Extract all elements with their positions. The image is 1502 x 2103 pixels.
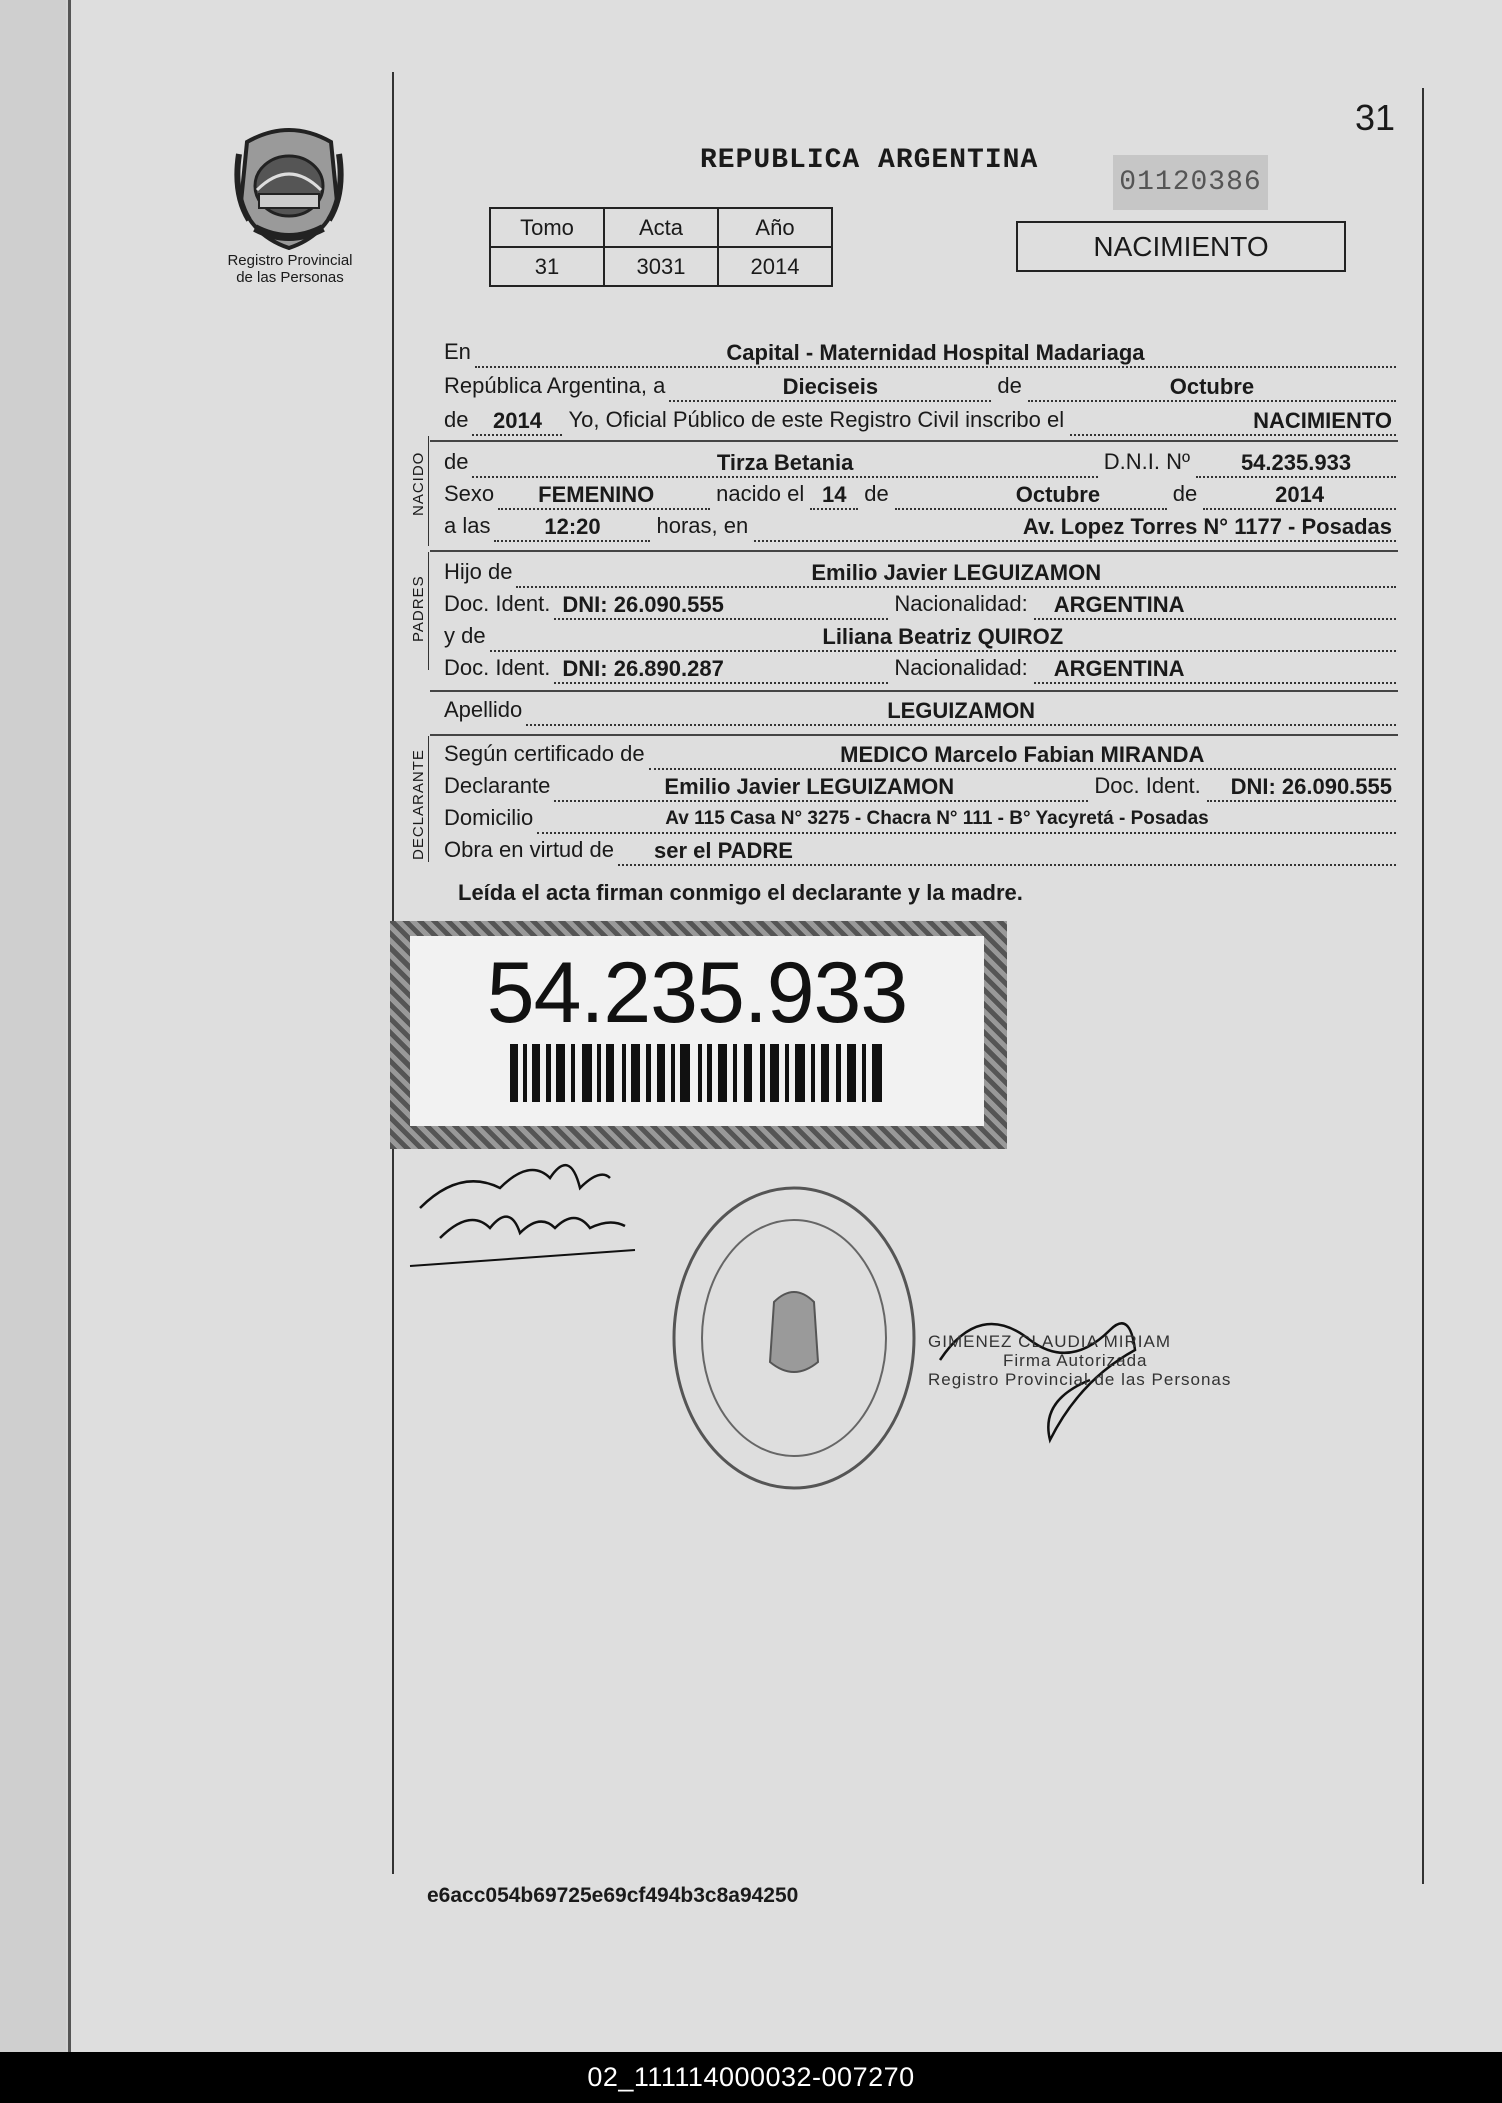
declarante-doc-value: DNI: 26.090.555 xyxy=(1230,774,1392,799)
sexo-value: FEMENINO xyxy=(538,482,655,507)
dni-label-block xyxy=(390,921,1007,1149)
apellido-field xyxy=(526,696,1396,726)
padre-doc-line xyxy=(444,588,1396,620)
padre-doc-label: Doc. Ident. xyxy=(444,591,551,616)
document-type-box: NACIMIENTO xyxy=(1016,221,1346,272)
serial-stamp: 01120386 xyxy=(1113,155,1268,210)
tipo-field xyxy=(1070,406,1396,436)
nacido-sexo-line xyxy=(444,478,1396,510)
dia-nac-value: 14 xyxy=(821,482,847,507)
dni-label-inner xyxy=(410,936,984,1126)
provincia-misiones-seal-icon xyxy=(233,124,345,250)
mes-value: Octubre xyxy=(1169,374,1255,399)
padre-line xyxy=(444,556,1396,588)
nacido-el-label: nacido el xyxy=(716,481,805,506)
right-margin-rule xyxy=(1422,88,1424,1884)
dni-field xyxy=(1196,448,1396,478)
registro-value-row xyxy=(490,247,832,286)
madre-nac-label: Nacionalidad: xyxy=(894,655,1028,680)
dni-value: 54.235.933 xyxy=(1240,450,1352,475)
de-label2: de xyxy=(864,481,889,506)
nacido-hora-line xyxy=(444,510,1396,542)
tomo-value: 31 xyxy=(490,247,604,286)
certificado-line xyxy=(444,738,1396,770)
anio-header: Año xyxy=(718,208,832,247)
a-las-label: a las xyxy=(444,513,491,538)
section-divider xyxy=(430,550,1398,552)
madre-nac-value: ARGENTINA xyxy=(1053,656,1185,681)
section-divider xyxy=(430,440,1398,442)
madre-doc-value: DNI: 26.890.287 xyxy=(562,656,724,681)
domicilio-label: Domicilio xyxy=(444,805,534,830)
registry-label-line1: Registro Provincial xyxy=(227,252,353,269)
section-divider xyxy=(430,690,1398,692)
mes-nac-value: Octubre xyxy=(1015,482,1101,507)
page-number: 31 xyxy=(1355,97,1396,138)
official-stamp-text xyxy=(928,1332,1231,1389)
lugar-nac-field xyxy=(754,512,1396,542)
madre-signature xyxy=(400,1148,640,1278)
mes-field xyxy=(1028,372,1396,402)
madre-doc-field xyxy=(554,654,888,684)
madre-field xyxy=(490,622,1396,652)
de-label3: de xyxy=(1172,481,1198,506)
anio-field xyxy=(472,406,562,436)
intro-lugar-line xyxy=(444,336,1396,368)
apellido-line xyxy=(444,694,1396,726)
obra-field xyxy=(618,836,1396,866)
dia-field xyxy=(669,372,991,402)
domicilio-line xyxy=(444,802,1396,834)
padre-nac-label: Nacionalidad: xyxy=(894,591,1028,616)
nacido-nombre-line xyxy=(444,446,1396,478)
de-label: de xyxy=(997,373,1022,398)
acta-value: 3031 xyxy=(604,247,718,286)
registry-label xyxy=(210,252,370,286)
anio-nac-value: 2014 xyxy=(1275,482,1325,507)
padre-nac-value: ARGENTINA xyxy=(1053,592,1185,617)
dni-label-number: 54.235.933 xyxy=(486,945,908,1041)
sexo-label: Sexo xyxy=(444,481,495,506)
lugar-value: Capital - Maternidad Hospital Madariaga xyxy=(726,340,1145,365)
obra-value: ser el PADRE xyxy=(653,838,793,863)
nacido-bracket xyxy=(428,436,429,546)
padres-section-label: PADRES xyxy=(410,575,427,642)
republica-label: República Argentina, a xyxy=(444,373,666,398)
anio-value: 2014 xyxy=(718,247,832,286)
lugar-nac-value: Av. Lopez Torres N° 1177 - Posadas xyxy=(1022,514,1392,539)
mes-nac-field xyxy=(895,480,1167,510)
y-de-label: y de xyxy=(444,623,486,648)
declarante-label: Declarante xyxy=(444,773,551,798)
registro-header-row xyxy=(490,208,832,247)
apellido-value: LEGUIZAMON xyxy=(887,698,1036,723)
lugar-field xyxy=(475,338,1396,368)
declarante-doc-label: Doc. Ident. xyxy=(1094,773,1201,798)
declarante-value: Emilio Javier LEGUIZAMON xyxy=(664,774,955,799)
madre-nac-field xyxy=(1034,654,1396,684)
domicilio-value: Av 115 Casa N° 3275 - Chacra N° 111 - B° Yacyretá - Posadas xyxy=(665,808,1209,829)
hijo-de-label: Hijo de xyxy=(444,559,513,584)
obra-label: Obra en virtud de xyxy=(444,837,614,862)
apellido-label: Apellido xyxy=(444,697,523,722)
oficial-text: Yo, Oficial Público de este Registro Civil inscribo el xyxy=(568,407,1065,432)
domicilio-field xyxy=(537,804,1396,834)
scan-left-edge xyxy=(0,0,66,2052)
padre-nac-field xyxy=(1034,590,1396,620)
document-id-bar: 02_111114000032-007270 xyxy=(0,2052,1502,2103)
nacido-de-label: de xyxy=(444,449,469,474)
padre-field xyxy=(516,558,1396,588)
padres-bracket xyxy=(428,552,429,670)
padre-doc-value: DNI: 26.090.555 xyxy=(562,592,724,617)
dia-nac-field xyxy=(810,480,858,510)
certificado-field xyxy=(649,740,1396,770)
nacido-section-label: NACIDO xyxy=(410,451,427,516)
intro-oficial-line xyxy=(444,404,1396,436)
de2-label: de xyxy=(444,407,469,432)
madre-doc-label: Doc. Ident. xyxy=(444,655,551,680)
padre-value: Emilio Javier LEGUIZAMON xyxy=(811,560,1102,585)
padre-doc-field xyxy=(554,590,888,620)
dni-label: D.N.I. Nº xyxy=(1103,449,1190,474)
registry-label-line2: de las Personas xyxy=(236,269,344,286)
hora-field xyxy=(494,512,650,542)
tipo-value: NACIMIENTO xyxy=(1253,408,1392,433)
anio-value: 2014 xyxy=(493,408,542,433)
madre-doc-line xyxy=(444,652,1396,684)
nombre-value: Tirza Betania xyxy=(716,450,854,475)
intro-fecha-line xyxy=(444,370,1396,402)
declarante-section-label: DECLARANTE xyxy=(410,749,427,860)
declarante-field xyxy=(554,772,1088,802)
hora-value: 12:20 xyxy=(544,514,601,539)
document-hash: e6acc054b69725e69cf494b3c8a94250 xyxy=(427,1884,799,1907)
en-label: En xyxy=(444,339,471,364)
dia-value: Dieciseis xyxy=(782,374,879,399)
horas-en-label: horas, en xyxy=(656,513,749,538)
registry-round-stamp xyxy=(668,1182,920,1494)
closing-statement: Leída el acta firman conmigo el declarante y la madre. xyxy=(458,880,1023,905)
madre-line xyxy=(444,620,1396,652)
obra-line xyxy=(444,834,1396,866)
official-office: Registro Provincial de las Personas xyxy=(928,1370,1232,1389)
sexo-field xyxy=(498,480,710,510)
declarante-bracket xyxy=(428,736,429,862)
certificado-label: Según certificado de xyxy=(444,741,645,766)
declarante-doc-field xyxy=(1207,772,1396,802)
nombre-field xyxy=(472,448,1097,478)
barcode-icon xyxy=(510,1044,884,1102)
madre-value: Liliana Beatriz QUIROZ xyxy=(822,624,1064,649)
official-role: Firma Autorizada xyxy=(1003,1351,1148,1370)
anio-nac-field xyxy=(1203,480,1396,510)
acta-header: Acta xyxy=(604,208,718,247)
section-divider xyxy=(430,734,1398,736)
country-title: REPUBLICA ARGENTINA xyxy=(700,145,1039,176)
declarante-line xyxy=(444,770,1396,802)
official-name: GIMENEZ CLAUDIA MIRIAM xyxy=(928,1332,1172,1351)
tomo-header: Tomo xyxy=(490,208,604,247)
certificado-value: MEDICO Marcelo Fabian MIRANDA xyxy=(840,742,1205,767)
registro-table xyxy=(489,207,833,287)
